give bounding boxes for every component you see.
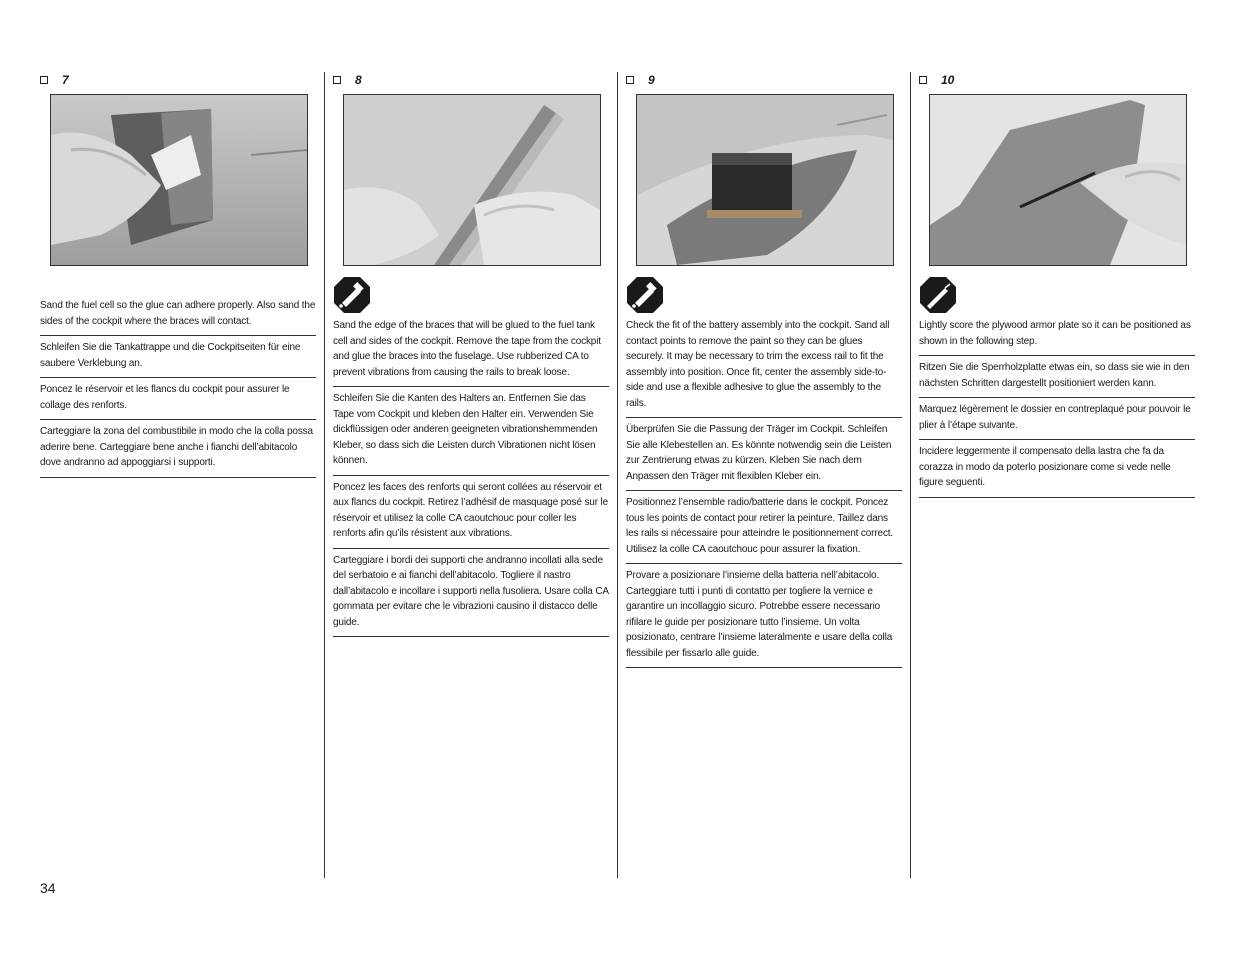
step-7-text-italian: Carteggiare la zona del combustibile in modo che la colla possa aderire bene. Carteggiare bene anche i fianchi dell’abitacolo dove andranno ad appoggiarsi i supporti. [40,420,316,478]
step-10-text-french: Marquez légèrement le dossier en contreplaqué pour pouvoir le plier à l’étape suivante. [919,398,1195,440]
step-7-column [40,72,316,478]
step-9-column [626,72,902,668]
step-7-header [40,72,316,88]
step-8-text-italian: Carteggiare i bordi dei supporti che andranno incollati alla sede del serbatoio e ai fianchi dell’abitacolo. Togliere il nastro dall’abitacolo e incollare i supporti nella fusoliera. Usare colla CA gommata per evitare che le vibrazioni causino il distacco delle guide. [333,549,609,638]
step-7-number: 7 [62,73,69,87]
step-10-text-english: Lightly score the plywood armor plate so it can be positioned as shown in the following step. [919,314,1195,356]
rubberized-ca-glue-icon [626,276,664,314]
step-10-column [919,72,1195,498]
step-10-text-italian: Incidere leggermente il compensato della lastra che fa da corazza in modo da poterlo posizionare come si vede nelle figure seguenti. [919,440,1195,498]
step-8-text-german: Schleifen Sie die Kanten des Halters an. Entfernen Sie das Tape vom Cockpit und kleben den Halter ein. Verwenden Sie dickflüssigen oder anderen geeigneten vibrationshemmenden Kleber, so dass sich die Leisten durch Vibrationen nicht lösen können. [333,387,609,476]
step-9-text-english: Check the fit of the battery assembly into the cockpit. Sand all contact points to remove the paint so they can be glues securely. It may be necessary to trim the excess rail to fit the assembly into position. Once fit, center the assembly side-to-side and use a flexible adhesive to glue the assembly to the rails. [626,314,902,418]
step-10-checkbox[interactable] [919,76,927,84]
step-9-text-french: Positionnez l’ensemble radio/batterie dans le cockpit. Poncez tous les points de contact pour retirer la peinture. Taillez dans les rails si nécessaire pour atteindre le positionnement correct. Utilisez la colle CA caoutchouc pour assurer la fixation. [626,491,902,564]
step-9-header [626,72,902,88]
step-8-text-french: Poncez les faces des renforts qui seront collées au réservoir et aux flancs du cockpit. Retirez l’adhésif de masquage posé sur le réservoir et utilisez la colle CA caoutchouc pour coller les renforts afin qu’ils résistent aux vibrations. [333,476,609,549]
step-9-text-german: Überprüfen Sie die Passung der Träger im Cockpit. Schleifen Sie alle Klebestellen an. Es könnte notwendig sein die Leisten zur Zentrierung etwas zu kürzen. Kleben Sie nach dem Anpassen den Träger mit flexiblen Kleber ein. [626,418,902,491]
column-divider [910,72,911,878]
step-8-number: 8 [355,73,362,87]
hobby-knife-icon [919,276,957,314]
step-10-header [919,72,1195,88]
step-7-text-english: Sand the fuel cell so the glue can adhere properly. Also sand the sides of the cockpit where the braces will contact. [40,294,316,336]
step-8-column [333,72,609,637]
battery-assembly-photo [636,94,894,266]
column-divider [324,72,325,878]
step-7-text-german: Schleifen Sie die Tankattrappe und die Cockpitseiten für eine saubere Verklebung an. [40,336,316,378]
step-7-text-french: Poncez le réservoir et les flancs du cockpit pour assurer le collage des renforts. [40,378,316,420]
step-8-checkbox[interactable] [333,76,341,84]
step-7-checkbox[interactable] [40,76,48,84]
armor-plate-scoring-photo [929,94,1187,266]
step-9-text-italian: Provare a posizionare l’insieme della batteria nell’abitacolo. Carteggiare tutti i punti di contatto per togliere la vernice e garantire un incollaggio sicuro. Potrebbe essere necessario rifilare le guide per posizionare tutto l’insieme. Un volta posizionato, centrare l’insieme lateralmente e usare della colla flessibile per fissarlo alle guide. [626,564,902,668]
step-9-number: 9 [648,73,655,87]
step-9-checkbox[interactable] [626,76,634,84]
column-divider [617,72,618,878]
brace-sanding-photo [343,94,601,266]
page-number: 34 [40,880,56,896]
step-10-text-german: Ritzen Sie die Sperrholzplatte etwas ein, so dass sie wie in den nächsten Schritten dargestellt positioniert werden kann. [919,356,1195,398]
rubberized-ca-glue-icon [333,276,371,314]
fuel-cell-sanding-photo [50,94,308,266]
step-10-number: 10 [941,73,955,87]
step-8-header [333,72,609,88]
step-8-text-english: Sand the edge of the braces that will be glued to the fuel tank cell and sides of the cockpit. Remove the tape from the cockpit and glue the braces into the fuselage. Use rubberized CA to prevent vibrations from causing the rails to break loose. [333,314,609,387]
